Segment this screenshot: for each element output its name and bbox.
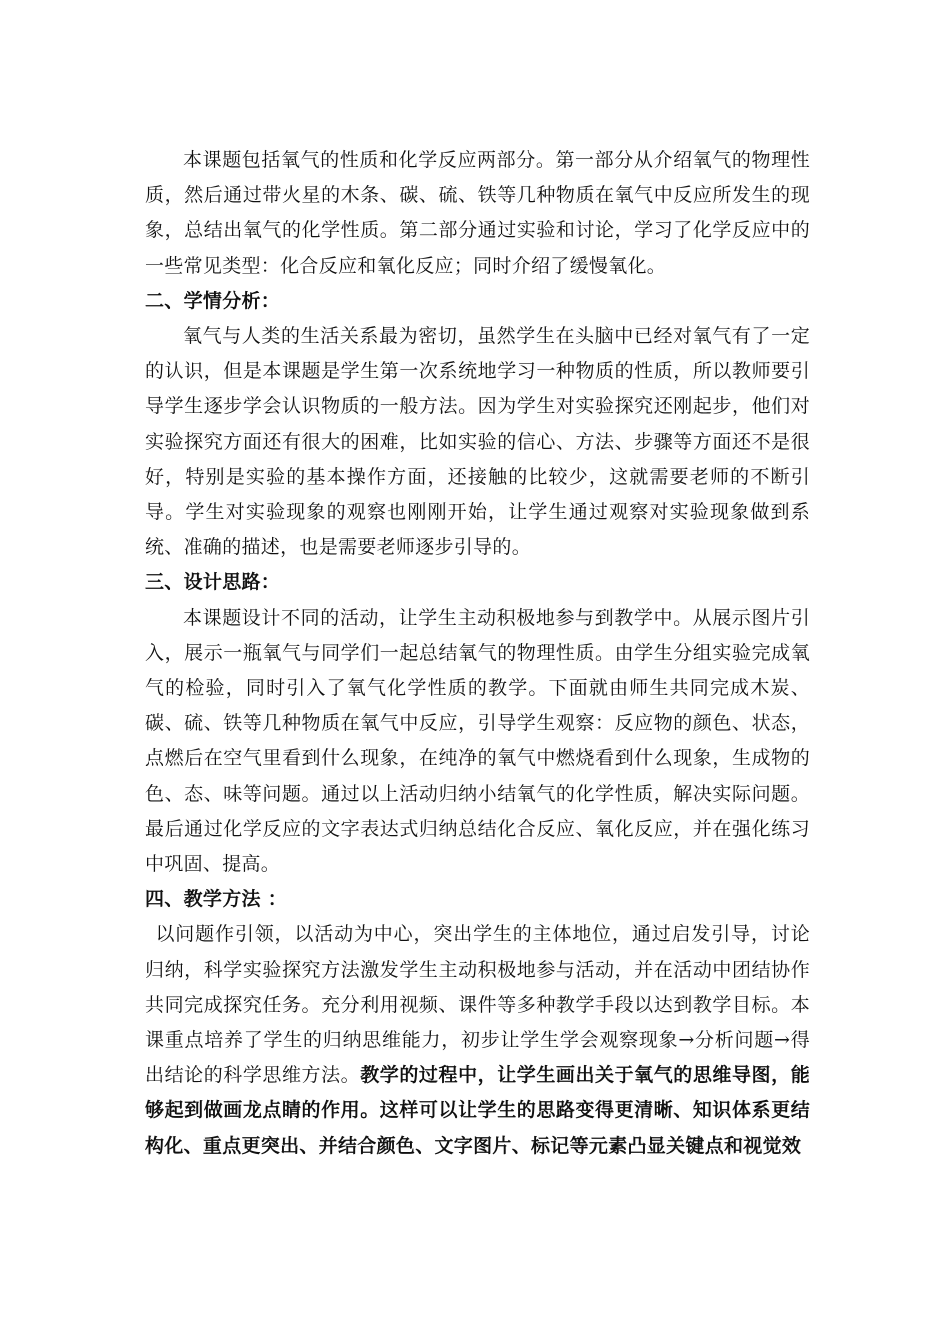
document-page [145, 143, 810, 1164]
heading-student-analysis: 二、学情分析： [145, 289, 281, 312]
student-analysis-paragraph: 氧气与人类的生活关系最为密切，虽然学生在头脑中已经对氧气有了一定的认识，但是本课题是学生第一次系统地学习一种物质的性质，所以教师要引导学生逐步学会认识物质的一般方法。因为学生对实验探究还刚起步，他们对实验探究方面还有很大的困难，比如实验的信心、方法、步骤等方面还不是很好，特别是实验的基本操作方面，还接触的比较少，这就需要老师的不断引导。学生对实验现象的观察也刚刚开始，让学生通过观察对实验现象做到系统、准确的描述，也是需要老师逐步引导的。 [145, 325, 810, 559]
teaching-method-text: 以问题作引领，以活动为中心，突出学生的主体地位，通过启发引导，讨论归纳，科学实验探究方法激发学生主动积极地参与活动，并在活动中团结协作共同完成探究任务。充分利用视频、课件等多种教学手段以达到教学目标。本课重点培养了学生的归纳思维能力，初步让学生学会观察现象→分析问题→得出结论的科学思维方法。 [145, 923, 810, 1087]
teaching-method-paragraph [145, 917, 810, 1163]
design-idea-paragraph: 本课题设计不同的活动，让学生主动积极地参与到教学中。从展示图片引入，展示一瓶氧气与同学们一起总结氧气的物理性质。由学生分组实验完成氧气的检验，同时引入了氧气化学性质的教学。下面就由师生共同完成木炭、碳、硫、铁等几种物质在氧气中反应，引导学生观察：反应物的颜色、状态，点燃后在空气里看到什么现象，在纯净的氧气中燃烧看到什么现象，生成物的色、态、味等问题。通过以上活动归纳小结氧气的化学性质，解决实际问题。最后通过化学反应的文字表达式归纳总结化合反应、氧化反应，并在强化练习中巩固、提高。 [145, 606, 810, 876]
heading-design-idea: 三、设计思路： [145, 571, 281, 594]
teaching-method-bold-text: 教学的过程中，让学生画出关于氧气的思维导图，能够起到做画龙点睛的作用。这样可以让学生的思路变得更清晰、知识体系更结构化、重点更突出、并结合颜色、文字图片、标记等元素凸显关键点和视觉效 [145, 1064, 810, 1157]
intro-paragraph: 本课题包括氧气的性质和化学反应两部分。第一部分从介绍氧气的物理性质，然后通过带火星的木条、碳、硫、铁等几种物质在氧气中反应所发生的现象，总结出氧气的化学性质。第二部分通过实验和讨论，学习了化学反应中的一些常见类型：化合反应和氧化反应；同时介绍了缓慢氧化。 [145, 149, 810, 277]
heading-teaching-method: 四、教学方法 ： [145, 888, 288, 911]
